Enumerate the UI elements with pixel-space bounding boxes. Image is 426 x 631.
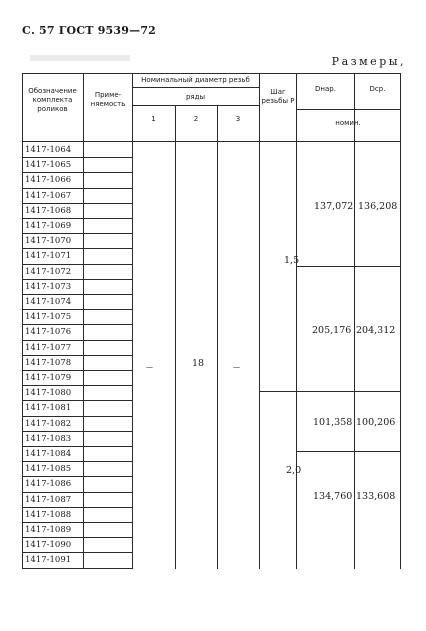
col-divider-designation xyxy=(83,73,84,569)
pitch-value-a: 1,5 xyxy=(284,255,300,266)
table-row-code: 1417-1080 xyxy=(25,388,72,399)
header-applicability: Приме-няемость xyxy=(90,91,126,108)
table-row-code: 1417-1078 xyxy=(25,357,72,368)
table-row-code: 1417-1091 xyxy=(25,555,72,566)
table-border-right xyxy=(400,73,401,569)
header-row-2: 2 xyxy=(193,115,199,123)
row2-diameter-value: 18 xyxy=(192,358,205,369)
table-row-code: 1417-1071 xyxy=(25,251,72,262)
table-row-code: 1417-1065 xyxy=(25,160,72,171)
dgroup-divider-3 xyxy=(296,451,400,452)
table-row-divider xyxy=(22,461,132,462)
header-rows: ряды xyxy=(185,93,206,101)
table-row-code: 1417-1076 xyxy=(25,327,72,338)
table-row-divider xyxy=(22,416,132,417)
table-row-divider xyxy=(22,340,132,341)
faded-text xyxy=(30,55,130,61)
table-row-code: 1417-1075 xyxy=(25,312,72,323)
header-row-3: 3 xyxy=(235,115,241,123)
col-divider-pitch xyxy=(296,73,297,569)
table-row-divider xyxy=(22,324,132,325)
table-row-code: 1417-1067 xyxy=(25,190,72,201)
row3-dash: — xyxy=(233,363,240,371)
table-row-code: 1417-1090 xyxy=(25,540,72,551)
dimensions-table xyxy=(22,73,401,569)
table-row-code: 1417-1072 xyxy=(25,266,72,277)
table-row-code: 1417-1064 xyxy=(25,145,72,155)
page-number-header: С. 57 ГОСТ 9539—72 xyxy=(22,24,157,37)
table-row-divider xyxy=(22,431,132,432)
table-row-code: 1417-1085 xyxy=(25,464,72,475)
header-d-nar: Dнар. xyxy=(315,85,336,93)
table-row-divider xyxy=(22,552,132,553)
table-row-divider xyxy=(22,446,132,447)
g2-dnar: 205,176 xyxy=(312,325,352,336)
dgroup-divider-1 xyxy=(296,266,400,267)
col-divider-applicability xyxy=(132,73,133,569)
table-row-divider xyxy=(22,218,132,219)
table-row-code: 1417-1081 xyxy=(25,403,72,414)
table-row-code: 1417-1086 xyxy=(25,479,72,490)
table-row-divider xyxy=(22,537,132,538)
table-row-divider xyxy=(22,568,132,569)
table-row-code: 1417-1077 xyxy=(25,342,72,353)
g2-dsr: 204,312 xyxy=(356,325,396,336)
table-row-divider xyxy=(22,355,132,356)
header-nominal-diameter: Номинальный диаметр резьб xyxy=(141,76,250,84)
header-line-diameter xyxy=(132,87,259,88)
table-row-divider xyxy=(22,385,132,386)
table-row-divider xyxy=(22,248,132,249)
g4-dsr: 133,608 xyxy=(356,491,396,502)
table-row-divider xyxy=(22,507,132,508)
g3-dnar: 101,358 xyxy=(313,417,353,428)
table-row-divider xyxy=(22,264,132,265)
table-row-divider xyxy=(22,279,132,280)
table-row-divider xyxy=(22,157,132,158)
table-border-left xyxy=(22,73,23,569)
table-row-code: 1417-1066 xyxy=(25,175,72,186)
table-row-code: 1417-1082 xyxy=(25,418,72,429)
header-row-1: 1 xyxy=(151,115,156,123)
table-row-divider xyxy=(22,370,132,371)
col-divider-row2 xyxy=(217,105,218,569)
dgroup-divider-2 xyxy=(296,391,400,392)
g3-dsr: 100,206 xyxy=(356,417,396,428)
table-row-divider xyxy=(22,188,132,189)
table-row-code: 1417-1087 xyxy=(25,494,72,505)
table-row-code: 1417-1079 xyxy=(25,373,72,383)
table-row-code: 1417-1089 xyxy=(25,525,72,535)
table-row-divider xyxy=(22,476,132,477)
header-nomin: номин. xyxy=(335,119,361,127)
table-row-code: 1417-1088 xyxy=(25,509,72,520)
table-row-code: 1417-1073 xyxy=(25,281,72,292)
col-divider-dnar xyxy=(354,73,355,569)
pitch-group-divider xyxy=(259,391,296,392)
header-pitch: Шаг резьбы P xyxy=(261,88,295,105)
table-row-divider xyxy=(22,203,132,204)
table-row-divider xyxy=(22,172,132,173)
table-row-divider xyxy=(22,309,132,310)
table-row-code: 1417-1084 xyxy=(25,449,72,459)
pitch-value-b: 2,0 xyxy=(286,465,302,476)
table-row-code: 1417-1074 xyxy=(25,297,72,307)
header-line-nomin xyxy=(296,109,400,110)
header-d-sr: Dср. xyxy=(369,85,386,93)
header-line-rows xyxy=(132,105,259,106)
table-row-divider xyxy=(22,294,132,295)
table-row-divider xyxy=(22,522,132,523)
g1-dnar: 137,072 xyxy=(314,201,354,212)
g4-dnar: 134,760 xyxy=(313,491,353,502)
row1-dash: — xyxy=(146,363,153,371)
table-row-divider xyxy=(22,400,132,401)
table-row-code: 1417-1069 xyxy=(25,221,72,231)
table-row-code: 1417-1083 xyxy=(25,433,72,444)
header-bottom-border xyxy=(22,141,401,142)
header-designation: Обозначение комплекта роликов xyxy=(28,87,77,113)
col-divider-diameter xyxy=(259,73,260,569)
col-divider-row1 xyxy=(175,105,176,569)
table-row-code: 1417-1068 xyxy=(25,205,72,216)
g1-dsr: 136,208 xyxy=(358,201,398,212)
table-row-code: 1417-1070 xyxy=(25,236,72,247)
table-row-divider xyxy=(22,492,132,493)
section-label: Размеры, xyxy=(331,55,406,68)
table-row-divider xyxy=(22,233,132,234)
table-border-top xyxy=(22,73,401,74)
